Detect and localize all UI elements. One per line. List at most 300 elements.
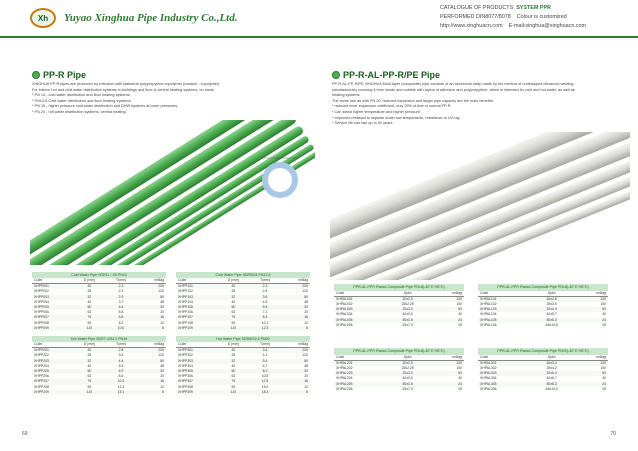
- table-cell: XHPP204: [34, 363, 49, 368]
- table-cell: 100: [600, 366, 606, 370]
- table-cell: XHPP001: [32, 284, 73, 290]
- table-cell: 120: [302, 289, 308, 294]
- description-line: * PN 16 - higher pressure cold water distribution and DHW systems at lower pressures,: [32, 104, 179, 109]
- description-line: * PN 10 - cold water distribution and floor heating systems;: [32, 93, 131, 98]
- table-cell: XHPAL104: [480, 312, 497, 317]
- table-cell: XHPP304: [178, 363, 193, 368]
- table-cell: 20x2.0: [387, 296, 428, 302]
- table-cell: 50x6.3: [531, 318, 572, 323]
- table-cell: 63: [231, 310, 236, 315]
- catalog-info: [440, 4, 630, 31]
- table-cell: 6.9: [106, 369, 136, 374]
- column-header: Spec: [387, 291, 428, 297]
- table-cell: 25x2.25: [401, 302, 414, 306]
- column-header: Code: [334, 291, 387, 297]
- table-cell: 60: [572, 371, 608, 376]
- table-cell: 8: [280, 390, 310, 395]
- table-cell: 25: [231, 289, 236, 294]
- table-cell: XHPP104: [178, 299, 193, 304]
- table-cell: 2.3: [118, 289, 124, 294]
- spec-table: [32, 336, 166, 395]
- table-cell: 40: [602, 312, 606, 317]
- table-cell: XHPAL203: [334, 371, 387, 376]
- table-cell: 60: [572, 307, 608, 312]
- left-title-text: PP-R Pipe: [43, 70, 87, 80]
- right-title-text: PP-R-AL-PP-R/PE Pipe: [343, 70, 441, 80]
- table-cell: 12: [160, 320, 164, 325]
- table-cell: 20: [160, 310, 164, 315]
- table-row: [176, 326, 310, 331]
- right-section-title: [332, 70, 440, 80]
- table-cell: XHPAL106: [480, 322, 497, 327]
- spec-table: [334, 348, 464, 392]
- table-cell: 8: [136, 326, 166, 331]
- table-cell: 40: [87, 299, 92, 304]
- table-row: [32, 326, 166, 331]
- description-line: XINGHUA PP-R pipes are produced by extrusion with statistical polypropylene copolymer (random - copolymer): [32, 82, 220, 86]
- table-cell: XHPP005: [32, 305, 73, 310]
- table-cell: 100: [456, 302, 462, 306]
- table-cell: 10.3: [106, 379, 136, 384]
- table-cell: 20: [73, 348, 106, 354]
- table-cell: XHPP106: [178, 310, 193, 315]
- table-cell: 75: [217, 379, 250, 384]
- table-cell: XHPAL002: [336, 302, 353, 306]
- table-cell: XHPP301: [176, 348, 217, 354]
- table-cell: XHPP108: [178, 320, 193, 325]
- table-cell: XHPP003: [32, 295, 73, 300]
- table-cell: 63: [231, 374, 236, 379]
- table-cell: XHPAL004: [336, 312, 353, 317]
- table-cell: 63x7.0: [402, 322, 413, 327]
- table-cell: XHPAL101: [478, 296, 531, 302]
- table-cell: 75: [73, 379, 106, 384]
- table-cell: 110: [73, 326, 106, 331]
- table-row: [32, 390, 166, 395]
- table-cell: XHPP102: [178, 289, 193, 294]
- table-cell: 8.4: [250, 315, 280, 320]
- table-cell: 8.6: [118, 374, 124, 379]
- table-row: [334, 323, 464, 328]
- column-header: D (mm): [73, 278, 106, 284]
- table-cell: 50x3.5: [387, 318, 428, 323]
- table-cell: 110: [217, 390, 250, 395]
- table-cell: 32: [73, 359, 106, 364]
- table-caption: Hot Water Pipe SDR6/S2.5 PN20: [176, 336, 310, 342]
- column-header: D (mm): [73, 342, 106, 348]
- table-cell: 40: [87, 363, 92, 368]
- table-cell: 20: [160, 374, 164, 379]
- table-cell: 20x3.4: [531, 360, 572, 366]
- description-line: The same use as with PN 20, reduced expansion and larger pipe capacity are the main benefits.: [332, 98, 494, 103]
- table-row: [478, 387, 608, 392]
- table-cell: XHPAL001: [334, 296, 387, 302]
- table-cell: 100: [600, 302, 606, 306]
- column-header: Code: [334, 355, 387, 361]
- table-cell: 40x3.0: [402, 312, 413, 317]
- table-cell: 32: [217, 359, 250, 364]
- table-cell: 120: [428, 296, 464, 302]
- table-cell: XHPP303: [176, 359, 217, 364]
- table-cell: 16: [280, 315, 310, 320]
- column-header: Code: [176, 342, 217, 348]
- table-cell: 25x3.5: [546, 302, 557, 306]
- table-cell: 20: [602, 322, 606, 327]
- table-cell: 12.3: [250, 326, 280, 331]
- section-bullet-icon: [332, 71, 340, 79]
- table-cell: XHPP206: [34, 374, 49, 379]
- table-cell: 120: [572, 296, 608, 302]
- table-cell: 75: [73, 315, 106, 320]
- table-cell: 32x5.4: [531, 371, 572, 376]
- table-cell: 25: [87, 353, 92, 358]
- table-cell: 2.3: [106, 284, 136, 290]
- column-header: m/Bag: [572, 291, 608, 297]
- table-cell: 32: [217, 295, 250, 300]
- description-line: simultaneously covering it from inside and outside with layers of adhesive and polypropylene, which is intended for cold and hot water, as well as: [332, 87, 575, 92]
- table-cell: 12: [160, 384, 164, 389]
- table-cell: 16: [280, 379, 310, 384]
- table-cell: XHPAL105: [478, 318, 531, 323]
- table-cell: 90: [231, 384, 236, 389]
- table-cell: 12.5: [250, 379, 280, 384]
- table-cell: 25: [231, 353, 236, 358]
- table-cell: 20: [217, 284, 250, 290]
- table-cell: 200: [136, 348, 166, 354]
- table-caption: PPR-AL-PPR Plastic Composite Pipe PN16(-40°C~95°C): [478, 284, 608, 291]
- table-cell: XHPP009: [32, 326, 73, 331]
- column-header: m/Bag: [572, 355, 608, 361]
- table-cell: 8.2: [118, 320, 124, 325]
- table-cell: XHPAL005: [334, 318, 387, 323]
- description-line: * PN 20 - hot water distribution systems, central heating.: [32, 109, 127, 114]
- column-header: Code: [176, 278, 217, 284]
- table-cell: 32x3.0: [387, 371, 428, 376]
- table-cell: 20: [458, 322, 462, 327]
- table-cell: 24: [572, 382, 608, 387]
- table-cell: 32: [73, 295, 106, 300]
- table-cell: 16: [136, 379, 166, 384]
- table-cell: 2.3: [250, 284, 280, 290]
- table-cell: 20: [458, 386, 462, 391]
- table-cell: 4.6: [106, 305, 136, 310]
- table-cell: 32x3.0: [387, 307, 428, 312]
- table-cell: 48: [160, 299, 164, 304]
- spec-table: [176, 336, 310, 395]
- table-cell: 5.6: [250, 305, 280, 310]
- table-cell: 120: [158, 289, 164, 294]
- email-link[interactable]: E-mail:xinghua@xinghuacn.com: [508, 23, 587, 29]
- spec-table: [478, 348, 608, 392]
- table-cell: XHPP205: [32, 369, 73, 374]
- table-cell: XHPAL003: [334, 307, 387, 312]
- table-cell: XHPP307: [176, 379, 217, 384]
- table-cell: XHPAL305: [478, 382, 531, 387]
- table-cell: XHPAL205: [334, 382, 387, 387]
- spec-table: [176, 272, 310, 331]
- column-header: Code: [32, 278, 73, 284]
- right-description: [332, 82, 632, 127]
- column-header: Spec: [387, 355, 428, 361]
- table-cell: 32: [136, 305, 166, 310]
- table-cell: 12: [304, 320, 308, 325]
- table-cell: 24: [572, 318, 608, 323]
- table-cell: XHPP305: [176, 369, 217, 374]
- header-divider: [0, 36, 638, 38]
- table-cell: XHPAL102: [480, 302, 497, 306]
- table-cell: 32: [280, 305, 310, 310]
- table-cell: XHPP302: [178, 353, 193, 358]
- logo-text: Xh: [37, 13, 49, 23]
- table-cell: 40: [231, 363, 236, 368]
- table-cell: XHPP306: [178, 374, 193, 379]
- description-line: * Service life can last up to 50 years.: [332, 121, 394, 126]
- website-link[interactable]: http://www.xinghuacn.com: [440, 23, 503, 29]
- description-line: * Can stand higher temperature and higher pressure.: [332, 109, 421, 114]
- table-caption: PPR-AL-PPR Plastic Composite Pipe PN20(-40°C~95°C): [478, 348, 608, 355]
- table-cell: 2.8: [106, 348, 136, 354]
- table-cell: 25x2.25: [401, 366, 414, 370]
- table-cell: 5.8: [118, 310, 124, 315]
- table-cell: 24: [428, 382, 464, 387]
- table-cell: XHPP208: [34, 384, 49, 389]
- table-cell: 3.4: [250, 348, 280, 354]
- table-cell: 48: [304, 299, 308, 304]
- table-cell: 6.8: [106, 315, 136, 320]
- table-cell: 32x4.4: [531, 307, 572, 312]
- table-cell: 63x10.5: [545, 386, 558, 391]
- table-cell: 8: [136, 390, 166, 395]
- table-cell: 63: [87, 310, 92, 315]
- table-cell: XHPAL006: [336, 322, 353, 327]
- description-line: heating systems.: [332, 93, 361, 98]
- catalog-value: SYSTEM PPR: [516, 5, 551, 11]
- description-line: * Improved resistant to impulse under low temperature, resistance to UV-ray.: [332, 115, 461, 120]
- table-cell: 20x2.8: [531, 296, 572, 302]
- section-bullet-icon: [32, 71, 40, 79]
- table-cell: 5.5: [118, 363, 124, 368]
- table-cell: XHPP101: [176, 284, 217, 290]
- spec-table: [478, 284, 608, 328]
- table-cell: 60: [428, 307, 464, 312]
- table-cell: 200: [280, 284, 310, 290]
- column-header: Code: [478, 355, 531, 361]
- column-header: D (mm): [217, 342, 250, 348]
- column-header: D (mm): [217, 278, 250, 284]
- table-cell: 18.3: [250, 390, 280, 395]
- description-line: PP-R-AL-PP-R/PE XINGHUA Multi-layer (composite) pipe consists of an aluminium strap made by the method of undelapped ultrasonic welding,: [332, 82, 575, 86]
- table-cell: 2.8: [262, 289, 268, 294]
- table-cell: 50: [217, 369, 250, 374]
- table-caption: Cold Water Pipe SDR11 / S5 PN10: [32, 272, 166, 278]
- table-cell: 4.4: [106, 359, 136, 364]
- table-cell: 120: [302, 353, 308, 358]
- table-cell: 80: [280, 359, 310, 364]
- table-cell: 63x10.5: [545, 322, 558, 327]
- table-cell: 40: [458, 376, 462, 381]
- column-header: T(mm): [250, 278, 280, 284]
- table-cell: 16: [136, 315, 166, 320]
- table-cell: 100: [456, 366, 462, 370]
- table-cell: XHPAL306: [480, 386, 497, 391]
- table-caption: Cold Water Pipe SDR9/S4 PN12.5: [176, 272, 310, 278]
- composite-pipes-image: [330, 132, 630, 280]
- table-caption: PPR-AL-PPR Plastic Composite Pipe PN16(-40°C~95°C): [334, 348, 464, 355]
- table-cell: XHPP002: [34, 289, 49, 294]
- description-line: * reduced inner expansion coefficient, only 25% of that of normal PP-R.: [332, 104, 452, 109]
- table-cell: 5.4: [250, 359, 280, 364]
- table-cell: 50: [217, 305, 250, 310]
- table-cell: 60: [428, 371, 464, 376]
- table-cell: 40: [458, 312, 462, 317]
- table-cell: 120: [572, 360, 608, 366]
- table-cell: 90: [87, 384, 92, 389]
- table-cell: XHPAL103: [478, 307, 531, 312]
- table-cell: XHPP007: [32, 315, 73, 320]
- page-number-right: 70: [610, 431, 616, 437]
- table-cell: XHPP107: [176, 315, 217, 320]
- table-cell: XHPAL204: [336, 376, 353, 381]
- table-cell: 24: [428, 318, 464, 323]
- catalog-label: CATALOGUE OF PRODUCTS: [440, 5, 514, 11]
- left-description: [32, 82, 312, 116]
- table-cell: XHPP201: [32, 348, 73, 354]
- table-cell: 63x7.0: [402, 386, 413, 391]
- table-cell: 7.1: [262, 310, 268, 315]
- table-caption: PPR-AL-PPR Plastic Composite Pipe PN16(-40°C~95°C): [334, 284, 464, 291]
- table-cell: 90: [87, 320, 92, 325]
- table-cell: XHPAL206: [336, 386, 353, 391]
- table-cell: 50x3.5: [387, 382, 428, 387]
- table-cell: 2.9: [106, 295, 136, 300]
- table-cell: 12.3: [117, 384, 125, 389]
- table-cell: XHPP008: [34, 320, 49, 325]
- column-header: m/Bag: [428, 355, 464, 361]
- column-header: m/Bag: [136, 278, 166, 284]
- table-cell: 110: [217, 326, 250, 331]
- table-cell: 20: [602, 386, 606, 391]
- table-cell: XHPP105: [176, 305, 217, 310]
- table-row: [176, 390, 310, 395]
- spec-table: [334, 284, 464, 328]
- table-cell: XHPP006: [34, 310, 49, 315]
- column-header: Spec: [531, 355, 572, 361]
- performed-label: PERFORMED DIN8077/8078: [440, 14, 511, 20]
- spec-table: [32, 272, 166, 331]
- table-cell: 80: [280, 295, 310, 300]
- table-cell: 3.5: [118, 353, 124, 358]
- company-name: Yuyao Xinghua Pipe Industry Co.,Ltd.: [64, 12, 238, 24]
- table-cell: 15.1: [106, 390, 136, 395]
- table-cell: 48: [160, 363, 164, 368]
- table-cell: 40x5.7: [546, 312, 557, 317]
- table-cell: XHPP004: [34, 299, 49, 304]
- table-cell: 120: [428, 360, 464, 366]
- column-header: m/Bag: [136, 342, 166, 348]
- table-cell: 40: [602, 376, 606, 381]
- table-cell: 3.6: [250, 295, 280, 300]
- table-cell: 63: [87, 374, 92, 379]
- table-cell: XHPP309: [176, 390, 217, 395]
- table-caption: Hot Water Pipe SDR7.4/S3.2 PN16: [32, 336, 166, 342]
- table-cell: XHPAL303: [478, 371, 531, 376]
- left-section-title: [32, 70, 86, 80]
- table-cell: XHPAL304: [480, 376, 497, 381]
- table-cell: 10.1: [261, 320, 269, 325]
- company-logo: [30, 8, 56, 28]
- table-cell: 15.0: [261, 384, 269, 389]
- table-cell: XHPP207: [32, 379, 73, 384]
- table-cell: 10.5: [261, 374, 269, 379]
- table-cell: 50x8.3: [531, 382, 572, 387]
- column-header: m/Bag: [280, 278, 310, 284]
- page-number-left: 69: [22, 431, 28, 437]
- table-cell: XHPAL301: [478, 360, 531, 366]
- table-cell: 20x2.0: [387, 360, 428, 366]
- column-header: Spec: [531, 291, 572, 297]
- table-cell: XHPAL201: [334, 360, 387, 366]
- column-header: m/Bag: [280, 342, 310, 348]
- table-cell: 48: [304, 363, 308, 368]
- table-cell: XHPP202: [34, 353, 49, 358]
- table-cell: 32: [280, 369, 310, 374]
- performed-value: Colour is customized: [516, 14, 567, 20]
- table-cell: 40x3.0: [402, 376, 413, 381]
- table-cell: 4.5: [262, 299, 268, 304]
- table-cell: 25: [87, 289, 92, 294]
- table-cell: XHPP209: [32, 390, 73, 395]
- column-header: T(mm): [250, 342, 280, 348]
- column-header: T(mm): [106, 278, 136, 284]
- table-cell: 110: [73, 390, 106, 395]
- table-cell: 6.7: [262, 363, 268, 368]
- table-cell: XHPAL302: [480, 366, 497, 370]
- table-cell: 50: [73, 305, 106, 310]
- table-row: [334, 387, 464, 392]
- table-cell: 40: [231, 299, 236, 304]
- table-cell: 20: [73, 284, 106, 290]
- table-cell: 90: [231, 320, 236, 325]
- table-row: [478, 323, 608, 328]
- table-cell: 25x4.2: [546, 366, 557, 370]
- table-cell: 8: [280, 326, 310, 331]
- table-cell: 20: [304, 374, 308, 379]
- table-cell: 200: [136, 284, 166, 290]
- column-header: Code: [32, 342, 73, 348]
- table-cell: XHPAL202: [336, 366, 353, 370]
- ppr-pipes-image: [30, 120, 315, 265]
- table-cell: 32: [136, 369, 166, 374]
- table-cell: 120: [158, 353, 164, 358]
- table-cell: 12: [304, 384, 308, 389]
- table-cell: 40x6.7: [546, 376, 557, 381]
- table-cell: 4.2: [262, 353, 268, 358]
- table-cell: XHPP203: [32, 359, 73, 364]
- table-cell: 200: [280, 348, 310, 354]
- table-cell: XHPP103: [176, 295, 217, 300]
- column-header: T(mm): [106, 342, 136, 348]
- description-line: For interior hot and cold water distribution systems in buildings and floor & central heating systems, on ducts: [32, 87, 214, 92]
- table-cell: 75: [217, 315, 250, 320]
- column-header: Code: [478, 291, 531, 297]
- table-cell: XHPP308: [178, 384, 193, 389]
- table-cell: XHPP109: [176, 326, 217, 331]
- table-cell: 80: [136, 295, 166, 300]
- table-cell: 80: [136, 359, 166, 364]
- table-cell: 10.0: [106, 326, 136, 331]
- table-cell: 20: [217, 348, 250, 354]
- description-line: * PN12.5-Cold water distribution and floor heating systems;: [32, 98, 132, 103]
